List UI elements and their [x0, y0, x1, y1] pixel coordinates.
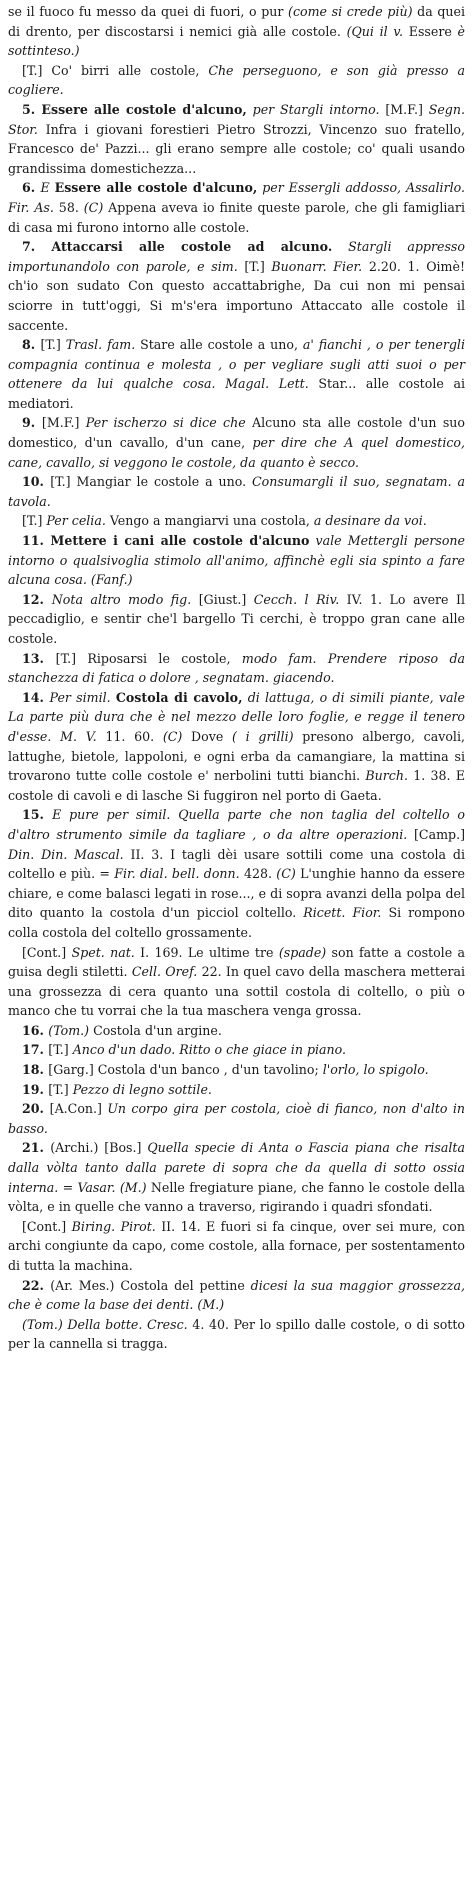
entry-italic-text: dicesi la sua maggior grossezza, che è come la base dei denti. (M.): [8, 1277, 465, 1313]
dictionary-entry: [8, 61, 465, 100]
entry-italic-text: (Tom.) Della botte. Cresc.: [22, 1316, 188, 1332]
entry-italic-text: (Tom.): [48, 1022, 90, 1038]
entry-text: II. 14. E fuori si fa cinque, over sei mure, con archi congiunte da capo, come costole, alla fornace, per sostentamento di tutta la machina.: [8, 1218, 465, 1273]
dictionary-entry: [8, 1021, 465, 1041]
entry-headword: Costola di cavolo,: [115, 689, 243, 705]
entry-text: [T.] Riposarsi le costole,: [55, 650, 242, 666]
entry-text: presono albergo, cavoli, lattughe, bietole, lappoloni, e ogni erba da camangiare, la mattina si trovarono tutte colle costole e' nerbolini tutti bianchi.: [8, 728, 465, 784]
entry-italic-text: a' fianchi , o per tenergli compagnia continua e molesta , o per vegliare sugli atti suoi o per ottenere da lui qualche cosa. Magal. Lett.: [8, 337, 465, 392]
entry-italic-text: ( i grilli): [232, 728, 294, 744]
entry-text: [M.F.]: [41, 415, 86, 431]
entry-italic-text: per dire che A quel domestico, cane, cavallo, si veggono le costole, da quanto è secco.: [8, 435, 465, 470]
entry-text: [T.] Co' birri alle costole,: [22, 62, 209, 78]
dictionary-entry: [8, 1138, 465, 1216]
entry-text: Alcuno sta alle costole d'un suo domestico, d'un cavallo, d'un cane,: [8, 415, 465, 451]
entry-text: Vengo a mangiarvi una costola,: [105, 513, 314, 529]
entry-text: [T.]: [48, 1042, 73, 1058]
entry-text: Nelle fregiature piane, che fanno le costole della vòlta, e in quelle che vanno a traverso, rigirando i quadri sfondati.: [8, 1179, 466, 1215]
entry-text: [Cont.]: [22, 1218, 72, 1234]
entry-italic-text: Biring. Pirot.: [71, 1218, 156, 1234]
entry-italic-text: l'orlo, lo spigolo.: [322, 1062, 429, 1078]
entry-text: L'unghie hanno da essere chiare, e come balasci legati in rose..., e di sopra avanzi della polpa del dito quanto la costola d'un picciol coltello.: [8, 866, 465, 921]
entry-italic-text: E: [40, 180, 50, 196]
dictionary-entry: [8, 649, 465, 688]
entry-text: [Garg.] Costola d'un banco , d'un tavolino;: [48, 1062, 323, 1078]
entry-text: Infra i giovani forestieri Pietro Strozzi, Vincenzo suo fratello, Francesco de' Pazzi... gli erano sempre alle costole; co' quali usando grandissima domestichezza...: [8, 121, 465, 176]
dictionary-entry: [8, 1315, 465, 1354]
entry-italic-text: (C): [276, 866, 296, 882]
entry-number: 15.: [22, 807, 53, 823]
entry-text: Essere: [403, 23, 458, 39]
entry-number: 22.: [22, 1277, 51, 1293]
entry-text: Dove: [182, 728, 233, 744]
entry-text: (Archi.) [Bos.]: [50, 1140, 148, 1156]
entry-number: 19.: [22, 1081, 49, 1097]
dictionary-entry: [8, 511, 465, 531]
entry-text: [332, 239, 348, 254]
entry-number: 21.: [22, 1140, 51, 1156]
entry-italic-text: (C): [162, 728, 183, 744]
entry-text: [T.]: [40, 337, 66, 353]
entry-text: son fatte a costole a guisa degli stiletti.: [8, 944, 466, 980]
entry-text: I. 169. Le ultime tre: [134, 944, 279, 960]
entry-text: Si rompono colla costola del coltello grossamente.: [8, 905, 466, 940]
entry-italic-text: per Stargli intorno.: [252, 101, 380, 117]
dictionary-entry: [8, 237, 465, 335]
dictionary-entry: [8, 472, 465, 511]
entry-number: 5.: [22, 101, 42, 117]
dictionary-entry: [8, 413, 465, 472]
entry-italic-text: Buonarr. Fier.: [271, 258, 363, 274]
entry-text: Star... alle costole ai mediatori.: [8, 376, 465, 411]
entry-number: 11.: [22, 533, 51, 549]
dictionary-entry: [8, 805, 465, 942]
entry-italic-text: modo fam. Prendere riposo da stanchezza di fatica o dolore , segnatam. giacendo.: [8, 650, 466, 686]
entry-text: 11. 60.: [96, 728, 163, 744]
entry-italic-text: di lattuga, o di simili piante, vale La parte più dura che è nel mezzo delle loro foglie, e regge il tenero d'esse. M. V.: [8, 689, 465, 744]
dictionary-entry: [8, 531, 465, 590]
entry-italic-text: Pezzo di legno sottile.: [72, 1081, 212, 1097]
dictionary-entry: [8, 590, 465, 649]
entry-italic-text: (spade): [278, 944, 327, 960]
entry-number: 9.: [22, 415, 42, 431]
entry-text: [Cont.]: [22, 944, 72, 960]
entry-italic-text: Burch.: [365, 768, 408, 784]
dictionary-entry: [8, 688, 465, 806]
entry-number: 14.: [22, 689, 50, 705]
entry-number: 8.: [22, 337, 41, 353]
entry-italic-text: Nota altro modo fig.: [51, 591, 192, 607]
entry-italic-text: è sottinteso.): [8, 23, 465, 59]
entry-text: 428.: [239, 866, 277, 882]
entry-italic-text: Spet. nat.: [71, 944, 135, 960]
entry-italic-text: Din. Din. Mascal.: [8, 846, 124, 862]
entry-italic-text: Per simil.: [49, 689, 111, 705]
entry-italic-text: Cecch. l Riv.: [253, 591, 340, 607]
entry-italic-text: Ricett. Fior.: [303, 905, 382, 921]
entry-italic-text: Cell. Oref.: [131, 964, 198, 980]
entry-italic-text: per Essergli addosso, Assalirlo. Fir. As.: [8, 180, 465, 215]
entry-text: da quei di drento, per discostarsi i nemici già alle costole.: [8, 4, 465, 39]
entry-headword: Attaccarsi alle costole ad alcuno.: [51, 239, 333, 255]
entry-italic-text: Vasar. (M.): [77, 1179, 147, 1195]
dictionary-entry: [8, 1040, 465, 1060]
entry-italic-text: Che perseguono, e son già presso a cogliere.: [8, 62, 465, 98]
entry-headword: Mettere i cani alle costole d'alcuno: [50, 533, 310, 549]
dictionary-entry: [8, 1217, 465, 1276]
entry-text: 58.: [53, 199, 84, 215]
entry-number: 12.: [22, 591, 52, 607]
entry-text: [T.]: [22, 513, 47, 529]
entry-number: 18.: [22, 1062, 49, 1078]
entry-italic-text: vale Mettergli persone intorno o qualsivoglia stimolo all'animo, affinchè egli sia spinto a fare alcuna cosa. (Fanf.): [8, 533, 465, 588]
entry-number: 10.: [22, 474, 51, 490]
entry-text: se il fuoco fu messo da quei di fuori, o pur: [8, 4, 289, 19]
entry-italic-text: Anco d'un dado. Ritto o che giace in piano.: [72, 1042, 347, 1058]
entry-headword: Essere alle costole d'alcuno,: [41, 101, 247, 117]
entry-italic-text: Fir. dial. bell. donn.: [114, 866, 240, 882]
entry-text: 4. 40. Per lo spillo dalle costole, o di sotto per la cannella si tragga.: [8, 1316, 466, 1352]
entry-italic-text: Un corpo gira per costola, cioè di fianco, non d'alto in basso.: [8, 1101, 466, 1136]
entry-headword: Essere alle costole d'alcuno,: [54, 180, 258, 196]
dictionary-entry: [8, 943, 465, 1021]
entry-italic-text: Stargli appresso importunandolo con parole, e sim.: [8, 239, 465, 274]
entry-text: Appena aveva io finite queste parole, che gli famigliari di casa mi furono intorno alle costole.: [8, 199, 465, 235]
entry-number: 7.: [22, 239, 52, 255]
entry-text: IV. 1. Lo avere Il peccadiglio, e sentir che'l bargello Ti cerchi, è troppo gran cane alle costole.: [8, 591, 465, 646]
entry-text: [T.]: [237, 258, 272, 274]
entry-italic-text: E pure per simil. Quella parte che non taglia del coltello o d'altro strumento simile da tagliare , o da altre operazioni.: [8, 807, 466, 842]
entry-italic-text: a desinare da voi.: [313, 513, 427, 529]
entry-text: [T.] Mangiar le costole a uno.: [50, 474, 253, 490]
dictionary-entry: [8, 1099, 465, 1138]
dictionary-entry: [8, 178, 465, 237]
dictionary-entry: [8, 100, 465, 178]
entry-italic-text: Per celia.: [46, 513, 106, 529]
entry-text: [A.Con.]: [49, 1101, 108, 1117]
entry-italic-text: Consumargli il suo, segnatam. a tavola.: [8, 474, 466, 509]
entry-text: Costola d'un argine.: [89, 1022, 222, 1038]
entry-text: [Camp.]: [407, 826, 465, 842]
entry-italic-text: Segn. Stor.: [8, 101, 465, 137]
dictionary-entry: [8, 335, 465, 413]
entry-text: II. 3. I tagli dèi usare sottili come una costola di coltello e più. =: [8, 846, 465, 882]
dictionary-entry: [8, 1060, 465, 1080]
entry-italic-text: Trasl. fam.: [65, 337, 136, 353]
entry-text: [M.F.]: [379, 101, 429, 117]
entry-text: 1. 38. E costole di cavoli e di lasche Si fuggiron nel porto di Gaeta.: [8, 768, 466, 803]
entry-italic-text: (come si crede più): [288, 4, 413, 19]
dictionary-entry: [8, 2, 465, 61]
entry-text: 2.20. 1. Oimè! ch'io son sudato Con questo accattabrighe, Da cui non mi pensai sciorre in tutt'oggi, Si m's'era importuno Attaccato alle costole il saccente.: [8, 258, 466, 333]
entry-italic-text: (C): [83, 199, 104, 215]
entry-text: =: [58, 1179, 78, 1195]
entry-number: 6.: [22, 180, 41, 196]
entry-italic-text: Per ischerzo si dice che: [85, 415, 246, 431]
dictionary-entry: [8, 1080, 465, 1100]
entry-number: 16.: [22, 1022, 49, 1038]
entry-number: 13.: [22, 650, 56, 666]
entry-text: [Giust.]: [191, 591, 254, 607]
entry-text: Stare alle costole a uno,: [135, 337, 303, 353]
entry-italic-text: (Qui il v.: [346, 23, 404, 39]
entry-text: 22. In quel cavo della maschera metterai una grossezza di cera quanto una sottil costola di coltello, o più o manco che tu vorrai che la tua maschera venga grossa.: [8, 964, 466, 1019]
entry-italic-text: Quella specie di Anta o Fascia piana che risalta dalla vòlta tanto dalla parete di sopra che da quella di sotto ossia interna.: [8, 1140, 465, 1195]
entry-number: 17.: [22, 1042, 49, 1058]
entry-number: 20.: [22, 1101, 50, 1117]
dictionary-entry: [8, 1276, 465, 1315]
entry-text: [T.]: [48, 1081, 73, 1097]
entry-text: (Ar. Mes.) Costola del pettine: [50, 1277, 251, 1293]
